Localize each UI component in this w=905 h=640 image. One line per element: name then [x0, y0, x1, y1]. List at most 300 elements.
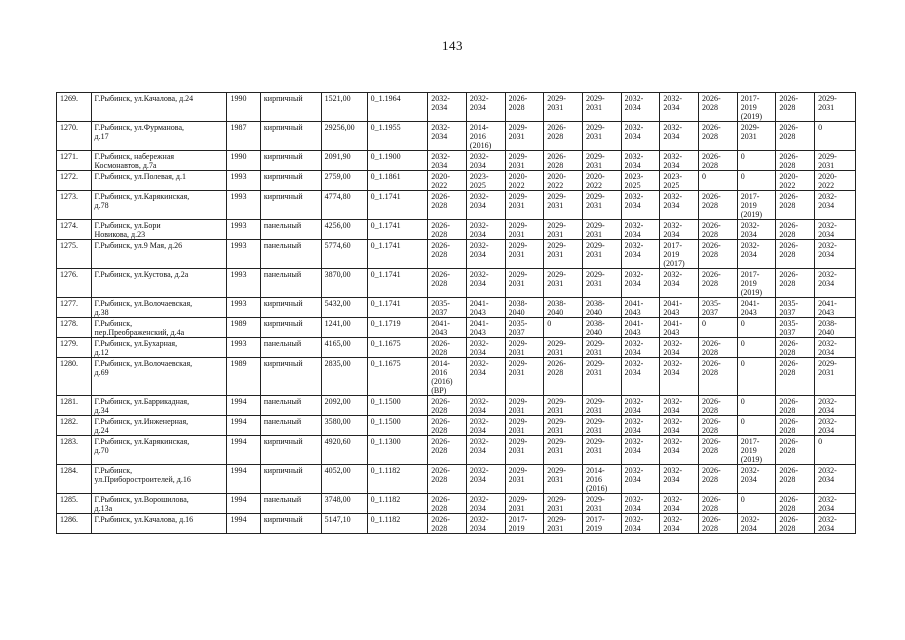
cell-area: 1521,00: [321, 93, 367, 122]
cell-period-6: 2032- 2034: [621, 122, 660, 151]
cell-period-3: 2029- 2031: [505, 338, 544, 358]
cell-period-4: 2029- 2031: [544, 220, 583, 240]
cell-period-5: 2029- 2031: [582, 338, 621, 358]
cell-ranking-code: 0_1.1300: [367, 436, 428, 465]
table-row: [57, 465, 856, 494]
cell-year-built: 1994: [227, 514, 260, 534]
cell-period-4: 2029- 2031: [544, 269, 583, 298]
cell-period-8: 2026- 2028: [699, 416, 738, 436]
registry-body: [57, 93, 856, 534]
cell-period-1: 2035- 2037: [428, 298, 467, 318]
cell-period-11: 2032- 2034: [815, 396, 856, 416]
cell-period-5: 2029- 2031: [582, 358, 621, 396]
cell-period-1: 2020- 2022: [428, 171, 467, 191]
cell-address: Г.Рыбинск, ул.Бори Новикова, д.23: [91, 220, 227, 240]
cell-period-10: 2026- 2028: [776, 151, 815, 171]
cell-period-2: 2032- 2034: [466, 151, 505, 171]
cell-year-built: 1993: [227, 220, 260, 240]
cell-period-7: 2041- 2043: [660, 318, 699, 338]
table-row: [57, 220, 856, 240]
cell-period-2: 2041- 2043: [466, 318, 505, 338]
cell-period-10: 2035- 2037: [776, 298, 815, 318]
table-row: [57, 191, 856, 220]
cell-period-4: 0: [544, 318, 583, 338]
cell-ranking-code: 0_1.1500: [367, 416, 428, 436]
cell-area: 3748,00: [321, 494, 367, 514]
cell-wall-material: панельный: [260, 494, 321, 514]
cell-period-1: 2026- 2028: [428, 396, 467, 416]
cell-period-1: 2026- 2028: [428, 465, 467, 494]
cell-period-3: 2029- 2031: [505, 220, 544, 240]
cell-wall-material: панельный: [260, 269, 321, 298]
cell-address: Г.Рыбинск, ул.Качалова, д.24: [91, 93, 227, 122]
cell-year-built: 1993: [227, 338, 260, 358]
cell-wall-material: кирпичный: [260, 122, 321, 151]
cell-period-5: 2020- 2022: [582, 171, 621, 191]
table-row: [57, 436, 856, 465]
cell-period-7: 2032- 2034: [660, 269, 699, 298]
cell-period-6: 2032- 2034: [621, 269, 660, 298]
cell-period-3: 2029- 2031: [505, 416, 544, 436]
cell-period-11: 2020- 2022: [815, 171, 856, 191]
cell-period-1: 2026- 2028: [428, 240, 467, 269]
cell-row-number: 1274.: [57, 220, 92, 240]
cell-period-11: 2029- 2031: [815, 93, 856, 122]
cell-period-3: 2029- 2031: [505, 436, 544, 465]
table-row: [57, 338, 856, 358]
cell-area: 2835,00: [321, 358, 367, 396]
cell-period-8: 2026- 2028: [699, 269, 738, 298]
cell-period-8: 0: [699, 318, 738, 338]
cell-year-built: 1994: [227, 465, 260, 494]
cell-period-2: 2032- 2034: [466, 514, 505, 534]
cell-ranking-code: 0_1.1675: [367, 358, 428, 396]
cell-period-9: 0: [737, 338, 776, 358]
cell-area: 2759,00: [321, 171, 367, 191]
cell-period-2: 2032- 2034: [466, 416, 505, 436]
cell-period-6: 2032- 2034: [621, 494, 660, 514]
cell-period-6: 2041- 2043: [621, 298, 660, 318]
cell-period-9: 0: [737, 171, 776, 191]
table-row: [57, 122, 856, 151]
cell-address: Г.Рыбинск, ул.Приборостроителей, д.16: [91, 465, 227, 494]
cell-period-6: 2032- 2034: [621, 416, 660, 436]
cell-address: Г.Рыбинск, набережная Космонавтов, д.7а: [91, 151, 227, 171]
cell-period-8: 2026- 2028: [699, 358, 738, 396]
cell-period-6: 2032- 2034: [621, 436, 660, 465]
cell-row-number: 1273.: [57, 191, 92, 220]
table-row: [57, 298, 856, 318]
cell-period-5: 2029- 2031: [582, 151, 621, 171]
cell-row-number: 1276.: [57, 269, 92, 298]
cell-period-6: 2032- 2034: [621, 93, 660, 122]
table-row: [57, 93, 856, 122]
cell-period-7: 2032- 2034: [660, 122, 699, 151]
cell-period-9: 2041- 2043: [737, 298, 776, 318]
cell-period-9: 2032- 2034: [737, 220, 776, 240]
cell-period-11: 2032- 2034: [815, 494, 856, 514]
cell-year-built: 1993: [227, 240, 260, 269]
cell-period-5: 2029- 2031: [582, 436, 621, 465]
cell-row-number: 1286.: [57, 514, 92, 534]
cell-period-7: 2032- 2034: [660, 191, 699, 220]
cell-period-1: 2032- 2034: [428, 151, 467, 171]
cell-period-4: 2029- 2031: [544, 494, 583, 514]
cell-period-8: 2026- 2028: [699, 191, 738, 220]
cell-period-5: 2017- 2019: [582, 514, 621, 534]
cell-year-built: 1993: [227, 298, 260, 318]
cell-period-8: 2026- 2028: [699, 338, 738, 358]
cell-period-1: 2026- 2028: [428, 514, 467, 534]
cell-period-3: 2029- 2031: [505, 151, 544, 171]
cell-period-10: 2026- 2028: [776, 465, 815, 494]
cell-period-7: 2041- 2043: [660, 298, 699, 318]
cell-period-2: 2032- 2034: [466, 396, 505, 416]
cell-year-built: 1989: [227, 318, 260, 338]
cell-period-8: 0: [699, 171, 738, 191]
cell-period-1: 2032- 2034: [428, 122, 467, 151]
cell-period-11: 2041- 2043: [815, 298, 856, 318]
cell-period-8: 2026- 2028: [699, 396, 738, 416]
cell-row-number: 1283.: [57, 436, 92, 465]
cell-period-11: 2032- 2034: [815, 465, 856, 494]
cell-period-7: 2032- 2034: [660, 436, 699, 465]
cell-period-7: 2032- 2034: [660, 220, 699, 240]
cell-period-9: 2029- 2031: [737, 122, 776, 151]
cell-period-10: 2026- 2028: [776, 358, 815, 396]
cell-area: 4774,80: [321, 191, 367, 220]
cell-period-6: 2032- 2034: [621, 514, 660, 534]
cell-wall-material: кирпичный: [260, 358, 321, 396]
cell-period-2: 2032- 2034: [466, 220, 505, 240]
cell-year-built: 1994: [227, 396, 260, 416]
cell-wall-material: кирпичный: [260, 318, 321, 338]
cell-period-7: 2032- 2034: [660, 93, 699, 122]
cell-ranking-code: 0_1.1741: [367, 240, 428, 269]
cell-period-1: 2041- 2043: [428, 318, 467, 338]
cell-period-2: 2014- 2016 (2016): [466, 122, 505, 151]
cell-period-5: 2029- 2031: [582, 416, 621, 436]
cell-period-11: 0: [815, 436, 856, 465]
cell-period-7: 2023- 2025: [660, 171, 699, 191]
cell-period-1: 2026- 2028: [428, 338, 467, 358]
cell-period-1: 2026- 2028: [428, 220, 467, 240]
cell-period-10: 2020- 2022: [776, 171, 815, 191]
cell-wall-material: кирпичный: [260, 514, 321, 534]
cell-period-10: 2026- 2028: [776, 416, 815, 436]
cell-period-11: 2032- 2034: [815, 514, 856, 534]
cell-period-11: 2032- 2034: [815, 269, 856, 298]
cell-area: 2091,90: [321, 151, 367, 171]
cell-period-10: 2026- 2028: [776, 436, 815, 465]
cell-period-8: 2026- 2028: [699, 93, 738, 122]
cell-period-9: 0: [737, 416, 776, 436]
cell-period-4: 2038- 2040: [544, 298, 583, 318]
cell-ranking-code: 0_1.1675: [367, 338, 428, 358]
cell-period-10: 2026- 2028: [776, 494, 815, 514]
cell-period-5: 2029- 2031: [582, 220, 621, 240]
cell-area: 4920,60: [321, 436, 367, 465]
cell-period-4: 2029- 2031: [544, 338, 583, 358]
cell-period-3: 2029- 2031: [505, 191, 544, 220]
cell-row-number: 1271.: [57, 151, 92, 171]
cell-address: Г.Рыбинск, ул.Карякинская, д.78: [91, 191, 227, 220]
cell-period-6: 2032- 2034: [621, 151, 660, 171]
cell-period-9: 2017- 2019 (2019): [737, 191, 776, 220]
cell-address: Г.Рыбинск, ул.9 Мая, д.26: [91, 240, 227, 269]
cell-row-number: 1285.: [57, 494, 92, 514]
cell-wall-material: панельный: [260, 338, 321, 358]
cell-period-3: 2029- 2031: [505, 240, 544, 269]
cell-period-1: 2026- 2028: [428, 416, 467, 436]
cell-period-8: 2026- 2028: [699, 514, 738, 534]
cell-period-1: 2014- 2016 (2016) (ВР): [428, 358, 467, 396]
cell-row-number: 1270.: [57, 122, 92, 151]
cell-period-7: 2032- 2034: [660, 358, 699, 396]
cell-row-number: 1269.: [57, 93, 92, 122]
cell-period-9: 2032- 2034: [737, 465, 776, 494]
cell-period-8: 2026- 2028: [699, 220, 738, 240]
cell-period-1: 2032- 2034: [428, 93, 467, 122]
cell-period-7: 2032- 2034: [660, 494, 699, 514]
cell-period-2: 2041- 2043: [466, 298, 505, 318]
cell-period-5: 2029- 2031: [582, 122, 621, 151]
cell-year-built: 1994: [227, 416, 260, 436]
cell-period-11: 2029- 2031: [815, 358, 856, 396]
cell-area: 1241,00: [321, 318, 367, 338]
cell-area: 2092,00: [321, 396, 367, 416]
table-row: [57, 151, 856, 171]
cell-period-2: 2032- 2034: [466, 191, 505, 220]
cell-year-built: 1994: [227, 436, 260, 465]
cell-row-number: 1281.: [57, 396, 92, 416]
cell-period-5: 2029- 2031: [582, 494, 621, 514]
table-row: [57, 396, 856, 416]
cell-period-5: 2029- 2031: [582, 191, 621, 220]
cell-period-5: 2029- 2031: [582, 269, 621, 298]
cell-period-4: 2029- 2031: [544, 93, 583, 122]
cell-year-built: 1993: [227, 191, 260, 220]
cell-ranking-code: 0_1.1741: [367, 298, 428, 318]
cell-ranking-code: 0_1.1741: [367, 191, 428, 220]
cell-row-number: 1275.: [57, 240, 92, 269]
cell-address: Г.Рыбинск, ул.Кустова, д.2а: [91, 269, 227, 298]
cell-address: Г.Рыбинск, ул.Фурманова, д.17: [91, 122, 227, 151]
cell-period-3: 2029- 2031: [505, 396, 544, 416]
cell-period-4: 2029- 2031: [544, 191, 583, 220]
cell-period-4: 2029- 2031: [544, 416, 583, 436]
cell-wall-material: кирпичный: [260, 465, 321, 494]
cell-row-number: 1284.: [57, 465, 92, 494]
cell-period-11: 2032- 2034: [815, 240, 856, 269]
cell-address: Г.Рыбинск, ул.Бухарная, д.12: [91, 338, 227, 358]
cell-period-9: 2032- 2034: [737, 514, 776, 534]
cell-period-11: 2032- 2034: [815, 338, 856, 358]
cell-period-2: 2032- 2034: [466, 338, 505, 358]
cell-period-8: 2026- 2028: [699, 494, 738, 514]
cell-year-built: 1990: [227, 93, 260, 122]
cell-period-3: 2029- 2031: [505, 465, 544, 494]
cell-ranking-code: 0_1.1719: [367, 318, 428, 338]
cell-address: Г.Рыбинск, пер.Преображенский, д.4а: [91, 318, 227, 338]
cell-period-10: 2035- 2037: [776, 318, 815, 338]
cell-period-3: 2038- 2040: [505, 298, 544, 318]
cell-wall-material: панельный: [260, 416, 321, 436]
cell-period-2: 2032- 2034: [466, 269, 505, 298]
cell-period-2: 2032- 2034: [466, 465, 505, 494]
cell-area: 3580,00: [321, 416, 367, 436]
cell-period-6: 2032- 2034: [621, 465, 660, 494]
cell-year-built: 1994: [227, 494, 260, 514]
cell-area: 4165,00: [321, 338, 367, 358]
cell-year-built: 1993: [227, 269, 260, 298]
cell-area: 29256,00: [321, 122, 367, 151]
cell-period-9: 0: [737, 358, 776, 396]
cell-address: Г.Рыбинск, ул.Инженерная, д.24: [91, 416, 227, 436]
cell-row-number: 1279.: [57, 338, 92, 358]
cell-ranking-code: 0_1.1182: [367, 465, 428, 494]
cell-wall-material: кирпичный: [260, 436, 321, 465]
cell-period-4: 2020- 2022: [544, 171, 583, 191]
table-row: [57, 416, 856, 436]
cell-period-9: 2017- 2019 (2019): [737, 93, 776, 122]
cell-period-6: 2032- 2034: [621, 396, 660, 416]
cell-period-2: 2032- 2034: [466, 436, 505, 465]
cell-area: 5432,00: [321, 298, 367, 318]
cell-period-8: 2026- 2028: [699, 436, 738, 465]
cell-ranking-code: 0_1.1500: [367, 396, 428, 416]
cell-period-11: 2032- 2034: [815, 191, 856, 220]
cell-period-6: 2032- 2034: [621, 338, 660, 358]
cell-period-8: 2026- 2028: [699, 240, 738, 269]
cell-ranking-code: 0_1.1741: [367, 269, 428, 298]
table-row: [57, 358, 856, 396]
cell-wall-material: панельный: [260, 396, 321, 416]
cell-address: Г.Рыбинск, ул.Качалова, д.16: [91, 514, 227, 534]
cell-period-11: 2032- 2034: [815, 220, 856, 240]
cell-ranking-code: 0_1.1182: [367, 494, 428, 514]
cell-wall-material: кирпичный: [260, 298, 321, 318]
cell-period-3: 2026- 2028: [505, 93, 544, 122]
cell-period-2: 2023- 2025: [466, 171, 505, 191]
cell-year-built: 1989: [227, 358, 260, 396]
cell-period-8: 2026- 2028: [699, 122, 738, 151]
cell-period-3: 2029- 2031: [505, 269, 544, 298]
table-row: [57, 240, 856, 269]
cell-period-7: 2032- 2034: [660, 338, 699, 358]
cell-year-built: 1993: [227, 171, 260, 191]
cell-period-5: 2029- 2031: [582, 93, 621, 122]
cell-ranking-code: 0_1.1955: [367, 122, 428, 151]
cell-period-8: 2026- 2028: [699, 151, 738, 171]
cell-period-2: 2032- 2034: [466, 240, 505, 269]
cell-period-10: 2026- 2028: [776, 240, 815, 269]
cell-period-4: 2029- 2031: [544, 514, 583, 534]
cell-wall-material: панельный: [260, 220, 321, 240]
cell-period-3: 2029- 2031: [505, 122, 544, 151]
cell-period-11: 2038- 2040: [815, 318, 856, 338]
cell-period-4: 2026- 2028: [544, 151, 583, 171]
cell-period-5: 2038- 2040: [582, 298, 621, 318]
cell-period-4: 2029- 2031: [544, 465, 583, 494]
cell-ranking-code: 0_1.1900: [367, 151, 428, 171]
cell-address: Г.Рыбинск, ул.Баррикадная, д.34: [91, 396, 227, 416]
cell-period-1: 2026- 2028: [428, 436, 467, 465]
cell-ranking-code: 0_1.1182: [367, 514, 428, 534]
cell-period-7: 2032- 2034: [660, 151, 699, 171]
cell-period-7: 2032- 2034: [660, 396, 699, 416]
cell-row-number: 1280.: [57, 358, 92, 396]
cell-period-9: 0: [737, 494, 776, 514]
table-row: [57, 494, 856, 514]
table-row: [57, 318, 856, 338]
cell-ranking-code: 0_1.1741: [367, 220, 428, 240]
cell-address: Г.Рыбинск, ул.Ворошилова, д.13а: [91, 494, 227, 514]
cell-wall-material: кирпичный: [260, 191, 321, 220]
cell-row-number: 1272.: [57, 171, 92, 191]
cell-period-7: 2032- 2034: [660, 416, 699, 436]
cell-period-7: 2032- 2034: [660, 514, 699, 534]
cell-wall-material: кирпичный: [260, 151, 321, 171]
cell-period-6: 2041- 2043: [621, 318, 660, 338]
table-row: [57, 171, 856, 191]
cell-period-1: 2026- 2028: [428, 269, 467, 298]
cell-row-number: 1277.: [57, 298, 92, 318]
cell-period-9: 2017- 2019 (2019): [737, 269, 776, 298]
cell-period-2: 2032- 2034: [466, 494, 505, 514]
cell-period-8: 2035- 2037: [699, 298, 738, 318]
cell-area: 3870,00: [321, 269, 367, 298]
page-number: 143: [442, 38, 463, 53]
cell-period-6: 2032- 2034: [621, 358, 660, 396]
cell-period-6: 2032- 2034: [621, 191, 660, 220]
cell-period-10: 2026- 2028: [776, 514, 815, 534]
cell-year-built: 1990: [227, 151, 260, 171]
cell-period-11: 2032- 2034: [815, 416, 856, 436]
cell-ranking-code: 0_1.1964: [367, 93, 428, 122]
cell-period-10: 2026- 2028: [776, 122, 815, 151]
cell-period-6: 2023- 2025: [621, 171, 660, 191]
cell-row-number: 1282.: [57, 416, 92, 436]
cell-period-9: 0: [737, 318, 776, 338]
cell-area: 4052,00: [321, 465, 367, 494]
cell-period-4: 2029- 2031: [544, 240, 583, 269]
cell-period-10: 2026- 2028: [776, 220, 815, 240]
cell-period-10: 2026- 2028: [776, 338, 815, 358]
cell-period-2: 2032- 2034: [466, 93, 505, 122]
cell-period-6: 2032- 2034: [621, 220, 660, 240]
table-row: [57, 514, 856, 534]
cell-period-3: 2020- 2022: [505, 171, 544, 191]
cell-period-4: 2026- 2028: [544, 122, 583, 151]
cell-address: Г.Рыбинск, ул.Волочаевская, д.69: [91, 358, 227, 396]
cell-period-4: 2026- 2028: [544, 358, 583, 396]
cell-period-10: 2026- 2028: [776, 93, 815, 122]
cell-period-3: 2029- 2031: [505, 494, 544, 514]
cell-period-5: 2029- 2031: [582, 396, 621, 416]
cell-period-10: 2026- 2028: [776, 396, 815, 416]
cell-year-built: 1987: [227, 122, 260, 151]
cell-row-number: 1278.: [57, 318, 92, 338]
cell-address: Г.Рыбинск, ул.Волочаевская, д.38: [91, 298, 227, 318]
cell-area: 4256,00: [321, 220, 367, 240]
cell-period-6: 2032- 2034: [621, 240, 660, 269]
cell-wall-material: панельный: [260, 240, 321, 269]
cell-period-7: 2017- 2019 (2017): [660, 240, 699, 269]
table-row: [57, 269, 856, 298]
cell-period-1: 2026- 2028: [428, 494, 467, 514]
cell-wall-material: кирпичный: [260, 93, 321, 122]
